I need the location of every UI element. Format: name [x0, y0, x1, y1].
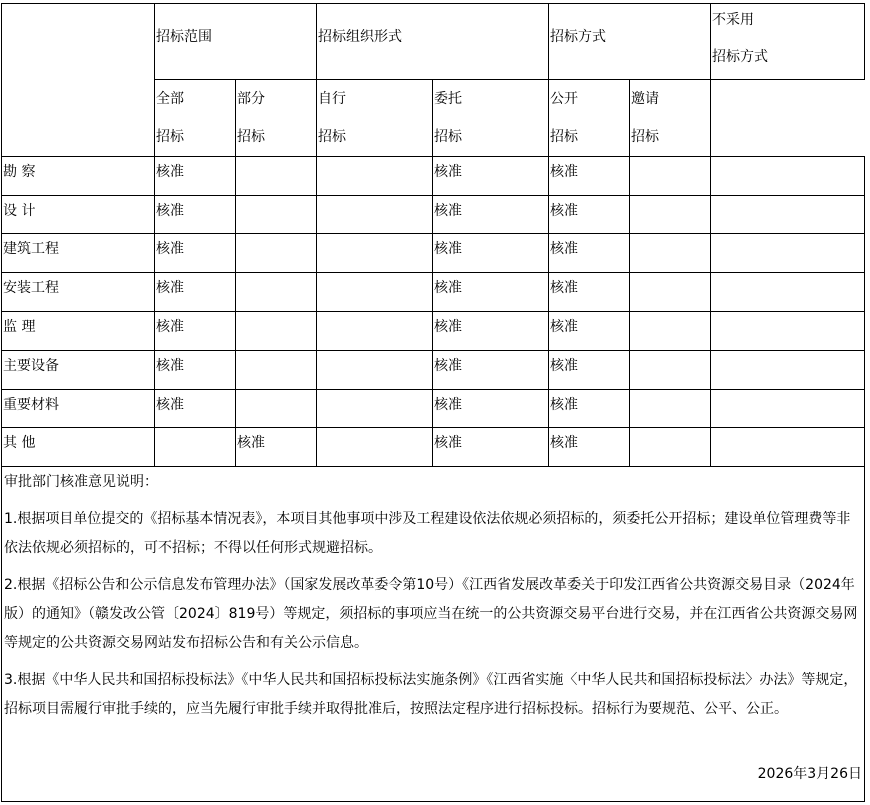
cell-invited	[629, 156, 710, 195]
cell-entrusted: 核准	[432, 389, 548, 427]
header-entrusted-tender	[432, 79, 548, 156]
row-item-label: 勘 察	[1, 156, 154, 195]
header-invited-line2: 招标	[631, 129, 659, 145]
cell-open: 核准	[548, 311, 629, 350]
approval-date: 2026年3月26日	[757, 766, 862, 782]
cell-open: 核准	[548, 389, 629, 427]
cell-invited	[629, 233, 710, 272]
cell-partial	[235, 156, 316, 195]
notes-title: 审批部门核准意见说明：	[4, 474, 158, 490]
cell-partial	[235, 311, 316, 350]
row-item-label: 安装工程	[1, 272, 154, 311]
header-full-line1: 全部	[156, 91, 184, 107]
note-item-1: 1.根据项目单位提交的《招标基本情况表》，本项目其他事项中涉及工程建设依法依规必须招标的，须委托公开招标；建设单位管理费等非依法依规必须招标的，可不招标；不得以任何形式规避招标。	[4, 511, 851, 556]
header-no-tender	[710, 3, 865, 80]
cell-entrusted: 核准	[432, 350, 548, 389]
cell-full: 核准	[154, 233, 235, 272]
cell-open: 核准	[548, 350, 629, 389]
header-invited-line1: 邀请	[631, 91, 659, 107]
cell-self	[316, 233, 432, 272]
cell-entrusted: 核准	[432, 156, 548, 195]
cell-open: 核准	[548, 156, 629, 195]
header-full-line2: 招标	[156, 129, 184, 145]
row-item-label: 其 他	[1, 427, 154, 466]
cell-entrusted: 核准	[432, 427, 548, 466]
header-self-line2: 招标	[318, 129, 346, 145]
header-self-line1: 自行	[318, 91, 346, 107]
cell-none	[710, 389, 865, 427]
header-method: 招标方式	[548, 3, 710, 79]
cell-partial	[235, 233, 316, 272]
cell-self	[316, 350, 432, 389]
cell-full: 核准	[154, 311, 235, 350]
cell-none	[710, 427, 865, 466]
cell-none	[710, 156, 865, 195]
cell-open: 核准	[548, 427, 629, 466]
cell-invited	[629, 350, 710, 389]
cell-invited	[629, 195, 710, 233]
header-no-tender-line2: 招标方式	[712, 49, 768, 65]
row-item-label: 监 理	[1, 311, 154, 350]
cell-partial	[235, 195, 316, 233]
cell-full: 核准	[154, 195, 235, 233]
header-partial-line1: 部分	[237, 91, 265, 107]
cell-partial	[235, 389, 316, 427]
note-item-3: 3.根据《中华人民共和国招标投标法》《中华人民共和国招标投标法实施条例》《江西省实施〈中华人民共和国招标投标法〉办法》等规定，招标项目需履行审批手续的，应当先履行审批手续并取得批准后，按照法定程序进行招标投标。招标行为要规范、公平、公正。	[4, 672, 858, 717]
row-item-label: 重要材料	[1, 389, 154, 427]
cell-none	[710, 311, 865, 350]
cell-self	[316, 272, 432, 311]
cell-full: 核准	[154, 389, 235, 427]
cell-open: 核准	[548, 233, 629, 272]
cell-self	[316, 389, 432, 427]
cell-none	[710, 350, 865, 389]
cell-none	[710, 272, 865, 311]
header-no-tender-blank	[710, 79, 865, 156]
cell-partial	[235, 350, 316, 389]
cell-invited	[629, 389, 710, 427]
header-partial-line2: 招标	[237, 129, 265, 145]
header-no-tender-line1: 不采用	[712, 12, 754, 28]
cell-full: 核准	[154, 272, 235, 311]
header-open-tender	[548, 79, 629, 156]
cell-entrusted: 核准	[432, 233, 548, 272]
cell-partial: 核准	[235, 427, 316, 466]
cell-full: 核准	[154, 156, 235, 195]
approval-notes	[1, 466, 865, 802]
cell-self	[316, 156, 432, 195]
cell-entrusted: 核准	[432, 272, 548, 311]
cell-full	[154, 427, 235, 466]
header-entrusted-line1: 委托	[434, 91, 462, 107]
header-self-tender	[316, 79, 432, 156]
cell-open: 核准	[548, 272, 629, 311]
cell-entrusted: 核准	[432, 311, 548, 350]
header-entrusted-line2: 招标	[434, 129, 462, 145]
header-partial-tender	[235, 79, 316, 156]
row-item-label: 主要设备	[1, 350, 154, 389]
note-item-2: 2.根据《招标公告和公示信息发布管理办法》（国家发展改革委令第10号）《江西省发展改革委关于印发江西省公共资源交易目录（2024年版）的通知》（赣发改公管〔2024〕819号）等规定，须招标的事项应当在统一的公共资源交易平台进行交易，并在江西省公共资源交易网等规定的公共资源交易网站发布招标公告和有关公示信息。	[4, 577, 858, 651]
header-open-line1: 公开	[550, 91, 578, 107]
cell-self	[316, 195, 432, 233]
cell-none	[710, 233, 865, 272]
header-org-form: 招标组织形式	[316, 3, 548, 79]
cell-self	[316, 427, 432, 466]
corner-cell	[1, 3, 154, 156]
header-open-line2: 招标	[550, 129, 578, 145]
cell-entrusted: 核准	[432, 195, 548, 233]
row-item-label: 建筑工程	[1, 233, 154, 272]
row-item-label: 设 计	[1, 195, 154, 233]
cell-invited	[629, 427, 710, 466]
cell-invited	[629, 272, 710, 311]
cell-full: 核准	[154, 350, 235, 389]
cell-self	[316, 311, 432, 350]
header-scope: 招标范围	[154, 3, 316, 79]
cell-invited	[629, 311, 710, 350]
cell-open: 核准	[548, 195, 629, 233]
header-full-tender	[154, 79, 235, 156]
header-invited-tender	[629, 79, 710, 156]
cell-partial	[235, 272, 316, 311]
cell-none	[710, 195, 865, 233]
